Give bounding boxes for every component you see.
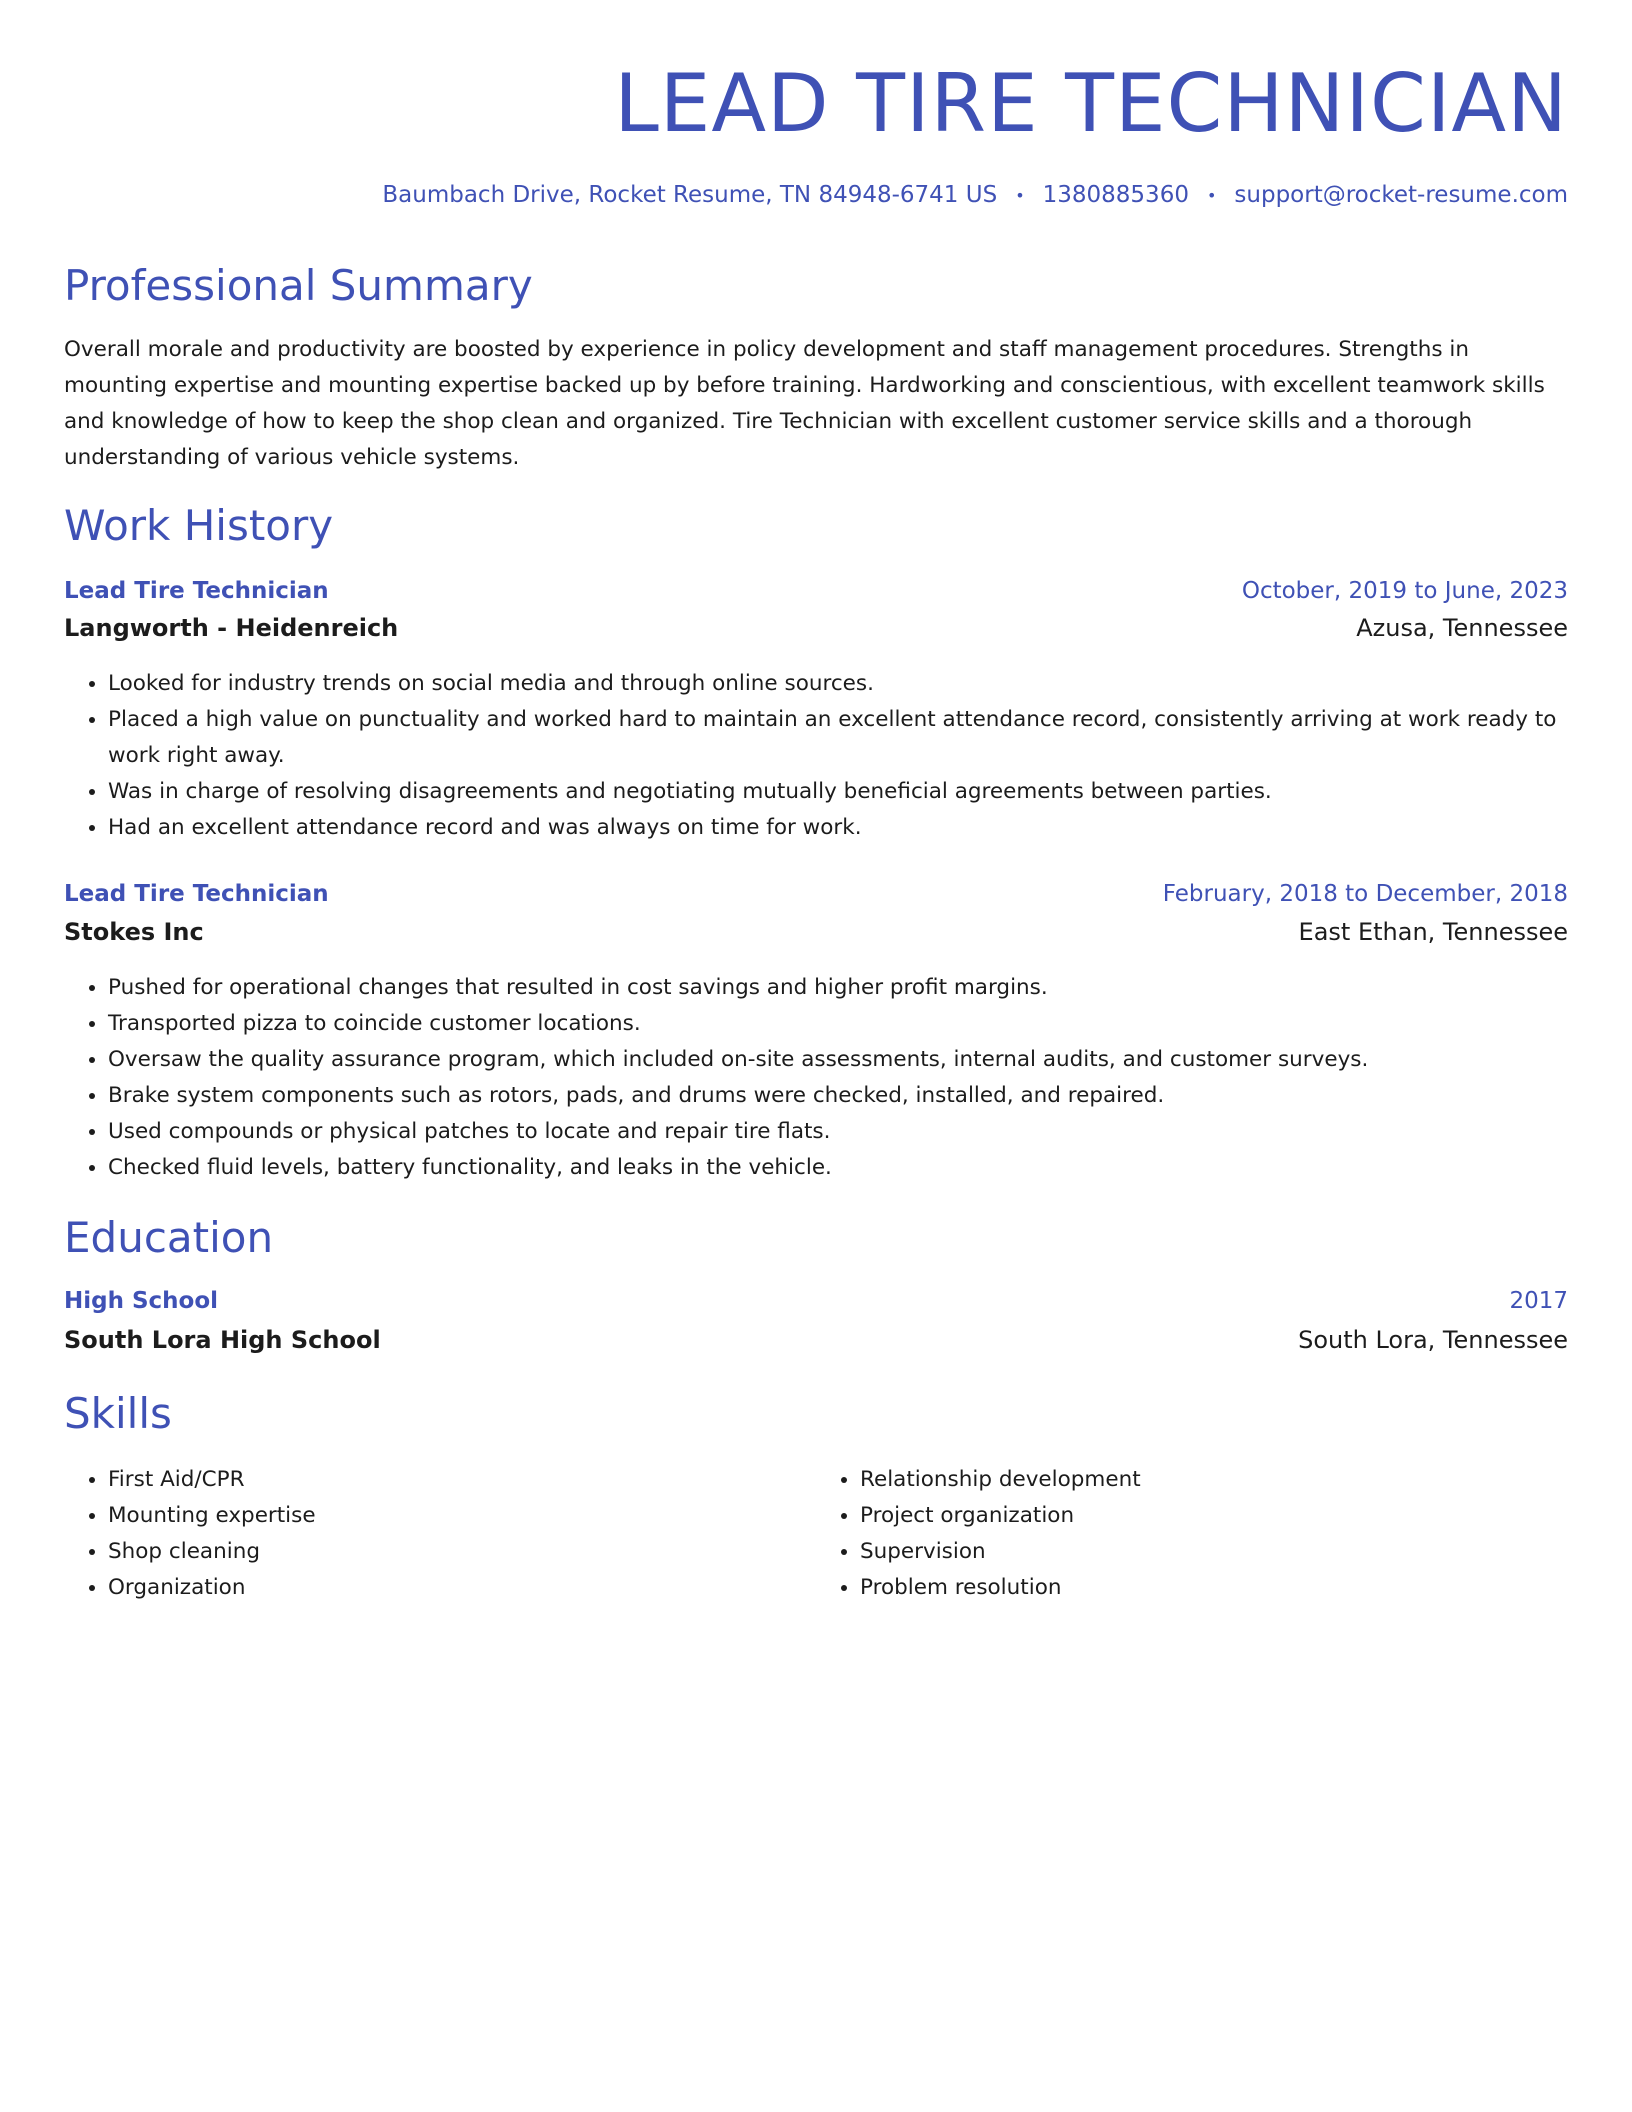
list-item: • Looked for industry trends on social media and through online sources.: [108, 666, 1568, 702]
list-item: • Checked fluid levels, battery functionality, and leaks in the vehicle.: [108, 1150, 1568, 1186]
section-title-education: Education: [64, 1213, 274, 1262]
contact-separator: •: [1206, 185, 1217, 205]
list-item: • Organization: [108, 1570, 816, 1606]
contact-phone: 1380885360: [1042, 182, 1189, 208]
list-item: • Supervision: [860, 1534, 1568, 1570]
job-1-location: Azusa, Tennessee: [1356, 614, 1568, 642]
job-2-location: East Ethan, Tennessee: [1298, 918, 1568, 946]
job-1-dates: October, 2019 to June, 2023: [1241, 578, 1568, 604]
list-item: • Had an excellent attendance record and was always on time for work.: [108, 810, 1568, 846]
job-2-header: [64, 879, 1568, 909]
skills-column-left: [64, 1462, 816, 1606]
contact-email[interactable]: support@rocket-resume.com: [1234, 182, 1568, 208]
education-degree: High School: [64, 1288, 219, 1314]
list-item: • Relationship development: [860, 1462, 1568, 1498]
summary-text: Overall morale and productivity are boosted by experience in policy development and staff management procedures. Strengths in mounting expertise and mounting expertise backed up by before training. Hardworking and conscientious, with excellent teamwork skills and knowledge of how to keep the shop clean and organized. Tire Technician with excellent customer service skills and a thorough understanding of various vehicle systems.: [64, 337, 1545, 470]
job-1-title: Lead Tire Technician: [64, 578, 329, 604]
list-item: • Project organization: [860, 1498, 1568, 1534]
list-item: • Was in charge of resolving disagreements and negotiating mutually beneficial agreements between parties.: [108, 774, 1568, 810]
section-title-skills: Skills: [64, 1389, 172, 1438]
job-2-title: Lead Tire Technician: [64, 881, 329, 907]
list-item: • Transported pizza to coincide customer locations.: [108, 1006, 1568, 1042]
list-item: • Oversaw the quality assurance program, which included on-site assessments, internal audits, and customer surveys.: [108, 1042, 1568, 1078]
list-item: • Pushed for operational changes that resulted in cost savings and higher profit margins.: [108, 970, 1568, 1006]
list-item: • Placed a high value on punctuality and worked hard to maintain an excellent attendance record, consistently arriving at work ready to work right away.: [108, 702, 1568, 774]
list-item: • Shop cleaning: [108, 1534, 816, 1570]
job-1-subheader: [64, 612, 1568, 644]
list-item: • Mounting expertise: [108, 1498, 816, 1534]
contact-line: [382, 180, 1568, 211]
job-2-subheader: [64, 916, 1568, 948]
skills-list: [64, 1462, 1568, 1606]
section-title-summary: Professional Summary: [64, 261, 533, 310]
education-header: [64, 1286, 1568, 1316]
list-item: • Problem resolution: [860, 1570, 1568, 1606]
job-2-company: Stokes Inc: [64, 918, 204, 946]
resume-name: LEAD TIRE TECHNICIAN: [614, 57, 1568, 150]
list-item: • Used compounds or physical patches to locate and repair tire flats.: [108, 1114, 1568, 1150]
job-1-company: Langworth - Heidenreich: [64, 614, 399, 642]
job-1-bullets: [64, 666, 1568, 846]
job-1-header: [64, 576, 1568, 606]
list-item: • First Aid/CPR: [108, 1462, 816, 1498]
education-subheader: [64, 1324, 1568, 1356]
contact-separator: •: [1015, 185, 1025, 205]
list-item: • Brake system components such as rotors, pads, and drums were checked, installed, and repaired.: [108, 1078, 1568, 1114]
contact-address: Baumbach Drive, Rocket Resume, TN 84948-6741 US: [382, 182, 998, 208]
education-school: South Lora High School: [64, 1326, 381, 1354]
education-location: South Lora, Tennessee: [1298, 1326, 1568, 1354]
job-2-bullets: [64, 970, 1568, 1186]
skills-column-right: [816, 1462, 1568, 1606]
job-2-dates: February, 2018 to December, 2018: [1162, 881, 1568, 907]
section-title-work-history: Work History: [64, 501, 334, 550]
education-year: 2017: [1509, 1288, 1568, 1314]
